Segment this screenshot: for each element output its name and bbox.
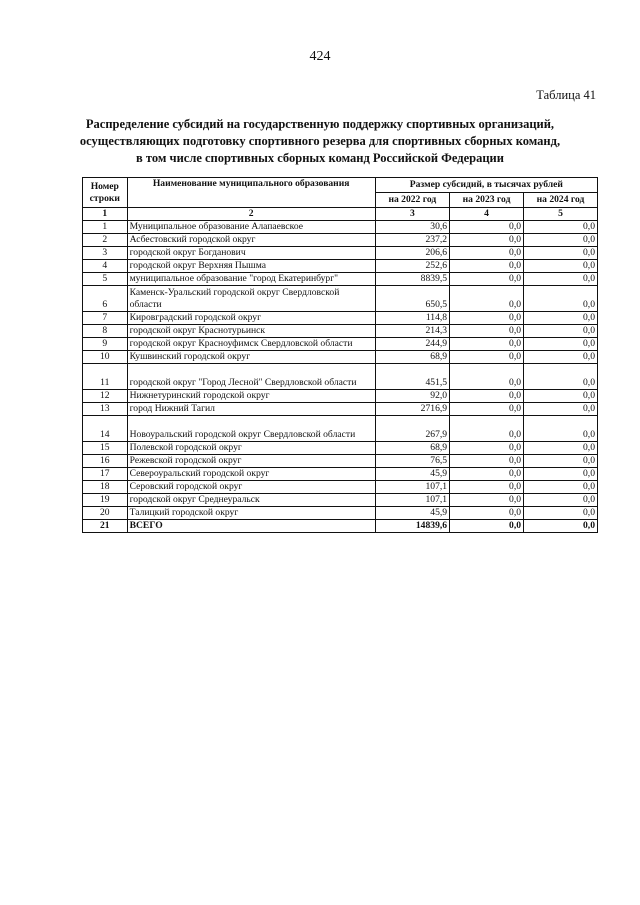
header-year-2024: на 2024 год <box>524 193 598 208</box>
amount-2022: 214,3 <box>375 325 449 338</box>
row-number: 11 <box>83 364 128 390</box>
amount-2022: 30,6 <box>375 221 449 234</box>
amount-2024: 0,0 <box>524 403 598 416</box>
amount-2024: 0,0 <box>524 455 598 468</box>
column-index: 4 <box>450 208 524 221</box>
table-row <box>83 247 598 260</box>
table-row <box>83 494 598 507</box>
total-2024: 0,0 <box>524 520 598 533</box>
amount-2022: 252,6 <box>375 260 449 273</box>
amount-2023: 0,0 <box>450 455 524 468</box>
amount-2023: 0,0 <box>450 338 524 351</box>
amount-2024: 0,0 <box>524 234 598 247</box>
amount-2022: 237,2 <box>375 234 449 247</box>
municipality-name: городской округ Краснотурьинск <box>127 325 375 338</box>
amount-2022: 2716,9 <box>375 403 449 416</box>
title-line: в том числе спортивных сборных команд Российской Федерации <box>136 151 504 165</box>
table-label: Таблица 41 <box>536 88 596 102</box>
row-number: 12 <box>83 390 128 403</box>
amount-2022: 650,5 <box>375 286 449 312</box>
header-subsidy-amount: Размер субсидий, в тысячах рублей <box>375 178 597 193</box>
municipality-name: городской округ "Город Лесной" Свердловской области <box>127 364 375 390</box>
amount-2024: 0,0 <box>524 481 598 494</box>
page-number: 424 <box>309 49 331 64</box>
amount-2024: 0,0 <box>524 260 598 273</box>
amount-2022: 45,9 <box>375 507 449 520</box>
row-number: 9 <box>83 338 128 351</box>
total-label: ВСЕГО <box>127 520 375 533</box>
column-index: 2 <box>127 208 375 221</box>
table-row <box>83 312 598 325</box>
row-number: 16 <box>83 455 128 468</box>
amount-2024: 0,0 <box>524 351 598 364</box>
amount-2024: 0,0 <box>524 338 598 351</box>
municipality-name: Кушвинский городской округ <box>127 351 375 364</box>
amount-2022: 267,9 <box>375 416 449 442</box>
municipality-name: городской округ Верхняя Пышма <box>127 260 375 273</box>
header-row-number: Номер строки <box>83 178 128 208</box>
municipality-name: городской округ Среднеуральск <box>127 494 375 507</box>
amount-2022: 206,6 <box>375 247 449 260</box>
document-title <box>60 116 580 167</box>
amount-2024: 0,0 <box>524 312 598 325</box>
total-row <box>83 520 598 533</box>
row-number: 2 <box>83 234 128 247</box>
title-line: Распределение субсидий на государственную поддержку спортивных организаций, <box>85 117 555 131</box>
row-number: 20 <box>83 507 128 520</box>
header-year-2022: на 2022 год <box>375 193 449 208</box>
amount-2024: 0,0 <box>524 468 598 481</box>
table-row <box>83 416 598 442</box>
header-year-2023: на 2023 год <box>450 193 524 208</box>
amount-2023: 0,0 <box>450 325 524 338</box>
municipality-name: Асбестовский городской округ <box>127 234 375 247</box>
amount-2024: 0,0 <box>524 221 598 234</box>
table-row <box>83 351 598 364</box>
municipality-name: Североуральский городской округ <box>127 468 375 481</box>
row-number: 8 <box>83 325 128 338</box>
row-number: 5 <box>83 273 128 286</box>
total-2023: 0,0 <box>450 520 524 533</box>
amount-2022: 76,5 <box>375 455 449 468</box>
amount-2023: 0,0 <box>450 247 524 260</box>
row-number: 4 <box>83 260 128 273</box>
table-row <box>83 338 598 351</box>
amount-2022: 107,1 <box>375 481 449 494</box>
amount-2024: 0,0 <box>524 364 598 390</box>
amount-2024: 0,0 <box>524 286 598 312</box>
amount-2023: 0,0 <box>450 273 524 286</box>
amount-2023: 0,0 <box>450 364 524 390</box>
table-row <box>83 481 598 494</box>
amount-2022: 68,9 <box>375 442 449 455</box>
amount-2023: 0,0 <box>450 312 524 325</box>
municipality-name: Муниципальное образование Алапаевское <box>127 221 375 234</box>
row-number: 19 <box>83 494 128 507</box>
municipality-name: городской округ Красноуфимск Свердловской области <box>127 338 375 351</box>
table-row <box>83 455 598 468</box>
table-row <box>83 364 598 390</box>
amount-2022: 451,5 <box>375 364 449 390</box>
amount-2023: 0,0 <box>450 416 524 442</box>
municipality-name: муниципальное образование "город Екатеринбург" <box>127 273 375 286</box>
column-index: 1 <box>83 208 128 221</box>
table-row <box>83 286 598 312</box>
row-number: 1 <box>83 221 128 234</box>
table-row <box>83 234 598 247</box>
amount-2023: 0,0 <box>450 260 524 273</box>
table-row <box>83 403 598 416</box>
table-row <box>83 273 598 286</box>
municipality-name: городской округ Богданович <box>127 247 375 260</box>
amount-2023: 0,0 <box>450 507 524 520</box>
row-number: 17 <box>83 468 128 481</box>
amount-2023: 0,0 <box>450 221 524 234</box>
amount-2023: 0,0 <box>450 234 524 247</box>
table-row <box>83 507 598 520</box>
amount-2024: 0,0 <box>524 494 598 507</box>
table-row <box>83 325 598 338</box>
table-body <box>83 221 598 533</box>
amount-2022: 244,9 <box>375 338 449 351</box>
row-number: 21 <box>83 520 128 533</box>
amount-2024: 0,0 <box>524 247 598 260</box>
amount-2024: 0,0 <box>524 442 598 455</box>
row-number: 3 <box>83 247 128 260</box>
amount-2023: 0,0 <box>450 494 524 507</box>
amount-2022: 107,1 <box>375 494 449 507</box>
amount-2024: 0,0 <box>524 273 598 286</box>
amount-2023: 0,0 <box>450 468 524 481</box>
table-row <box>83 390 598 403</box>
municipality-name: Каменск-Уральский городской округ Свердловской области <box>127 286 375 312</box>
municipality-name: Нижнетуринский городской округ <box>127 390 375 403</box>
amount-2023: 0,0 <box>450 442 524 455</box>
amount-2024: 0,0 <box>524 507 598 520</box>
amount-2024: 0,0 <box>524 416 598 442</box>
amount-2022: 114,8 <box>375 312 449 325</box>
title-line: осуществляющих подготовку спортивного резерва для спортивных сборных команд, <box>79 134 561 148</box>
amount-2023: 0,0 <box>450 403 524 416</box>
municipality-name: Талицкий городской округ <box>127 507 375 520</box>
amount-2023: 0,0 <box>450 351 524 364</box>
subsidy-table <box>82 177 598 533</box>
amount-2024: 0,0 <box>524 390 598 403</box>
row-number: 15 <box>83 442 128 455</box>
amount-2023: 0,0 <box>450 286 524 312</box>
amount-2022: 68,9 <box>375 351 449 364</box>
column-index: 5 <box>524 208 598 221</box>
municipality-name: Новоуральский городской округ Свердловской области <box>127 416 375 442</box>
row-number: 18 <box>83 481 128 494</box>
municipality-name: Режевской городской округ <box>127 455 375 468</box>
row-number: 14 <box>83 416 128 442</box>
amount-2022: 45,9 <box>375 468 449 481</box>
row-number: 7 <box>83 312 128 325</box>
amount-2024: 0,0 <box>524 325 598 338</box>
amount-2023: 0,0 <box>450 390 524 403</box>
row-number: 13 <box>83 403 128 416</box>
amount-2022: 8839,5 <box>375 273 449 286</box>
row-number: 6 <box>83 286 128 312</box>
table-row <box>83 468 598 481</box>
table-row <box>83 260 598 273</box>
table-row <box>83 442 598 455</box>
amount-2023: 0,0 <box>450 481 524 494</box>
municipality-name: Кировградский городской округ <box>127 312 375 325</box>
municipality-name: Серовский городской округ <box>127 481 375 494</box>
row-number: 10 <box>83 351 128 364</box>
header-municipality: Наименование муниципального образования <box>127 178 375 208</box>
amount-2022: 92,0 <box>375 390 449 403</box>
table-row <box>83 221 598 234</box>
municipality-name: город Нижний Тагил <box>127 403 375 416</box>
total-2022: 14839,6 <box>375 520 449 533</box>
column-index: 3 <box>375 208 449 221</box>
municipality-name: Полевской городской округ <box>127 442 375 455</box>
